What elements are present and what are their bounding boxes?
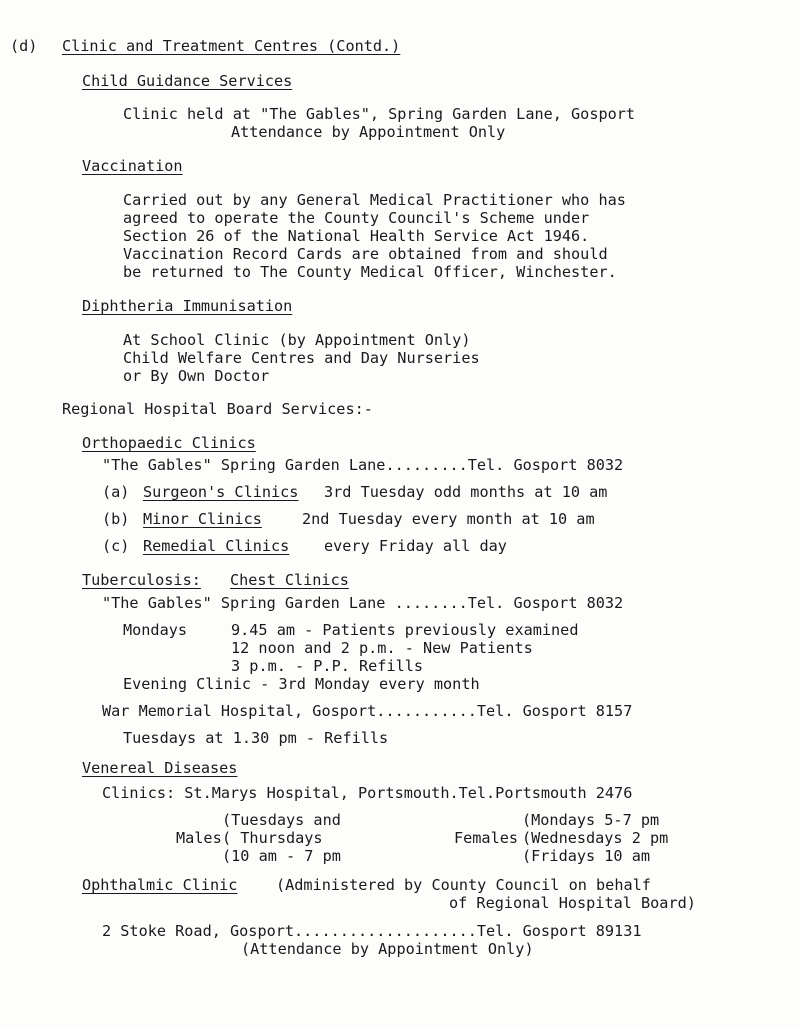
males-schedule-line: (Tuesdays and (222, 811, 341, 829)
orthopaedic-item-schedule: every Friday all day (324, 537, 507, 555)
diphtheria-title: Diphtheria Immunisation (82, 297, 293, 315)
venereal-title: Venereal Diseases (82, 759, 238, 777)
females-schedule-line: (Mondays 5-7 pm (522, 811, 660, 829)
mondays-line: 3 p.m. - P.P. Refills (231, 657, 424, 675)
orthopaedic-item-name: Remedial Clinics (143, 537, 290, 555)
mondays-line: 12 noon and 2 p.m. - New Patients (231, 639, 533, 657)
child-guidance-title: Child Guidance Services (82, 72, 293, 90)
orthopaedic-address: "The Gables" Spring Garden Lane.........Tel. Gosport 8032 (102, 456, 624, 474)
females-schedule-line: (Fridays 10 am (522, 847, 651, 865)
females-label: Females (454, 829, 519, 847)
vaccination-line: agreed to operate the County Council's Scheme under (123, 209, 590, 227)
section-marker: (d) (10, 37, 38, 55)
page-heading: Clinic and Treatment Centres (Contd.) (62, 37, 401, 55)
males-schedule-line: (10 am - 7 pm (222, 847, 341, 865)
orthopaedic-item-schedule: 2nd Tuesday every month at 10 am (302, 510, 595, 528)
vaccination-title: Vaccination (82, 157, 183, 175)
ophthalmic-title: Ophthalmic Clinic (82, 876, 238, 894)
ophthalmic-address: 2 Stoke Road, Gosport....................Tel. Gosport 89131 (102, 922, 642, 940)
child-guidance-line: Attendance by Appointment Only (231, 123, 506, 141)
tuesdays-line: Tuesdays at 1.30 pm - Refills (123, 729, 389, 747)
orthopaedic-item-marker: (c) (102, 537, 130, 555)
ophthalmic-note-line: (Administered by County Council on behalf (276, 876, 651, 894)
vaccination-line: Vaccination Record Cards are obtained from and should (123, 245, 608, 263)
tuberculosis-address: "The Gables" Spring Garden Lane ........Tel. Gosport 8032 (102, 594, 624, 612)
orthopaedic-item-name: Minor Clinics (143, 510, 262, 528)
diphtheria-line: or By Own Doctor (123, 367, 270, 385)
males-label: Males (176, 829, 222, 847)
ophthalmic-note-line: of Regional Hospital Board) (449, 894, 696, 912)
child-guidance-line: Clinic held at "The Gables", Spring Garden Lane, Gosport (123, 105, 636, 123)
tuberculosis-title-suffix: Chest Clinics (230, 571, 349, 589)
diphtheria-line: Child Welfare Centres and Day Nurseries (123, 349, 480, 367)
orthopaedic-item-marker: (b) (102, 510, 130, 528)
war-memorial-line: War Memorial Hospital, Gosport...........Tel. Gosport 8157 (102, 702, 633, 720)
females-schedule-line: (Wednesdays 2 pm (522, 829, 669, 847)
venereal-clinics-line: Clinics: St.Marys Hospital, Portsmouth.Tel.Portsmouth 2476 (102, 784, 633, 802)
regional-services-title: Regional Hospital Board Services:- (62, 400, 373, 418)
mondays-label: Mondays (123, 621, 188, 639)
vaccination-line: Carried out by any General Medical Practitioner who has (123, 191, 626, 209)
orthopaedic-item-name: Surgeon's Clinics (143, 483, 299, 501)
orthopaedic-item-schedule: 3rd Tuesday odd months at 10 am (324, 483, 608, 501)
males-schedule-line: ( Thursdays (222, 829, 323, 847)
mondays-line: 9.45 am - Patients previously examined (231, 621, 579, 639)
vaccination-line: be returned to The County Medical Officer, Winchester. (123, 263, 617, 281)
vaccination-line: Section 26 of the National Health Service Act 1946. (123, 227, 590, 245)
diphtheria-line: At School Clinic (by Appointment Only) (123, 331, 471, 349)
orthopaedic-item-marker: (a) (102, 483, 130, 501)
evening-clinic-line: Evening Clinic - 3rd Monday every month (123, 675, 480, 693)
orthopaedic-title: Orthopaedic Clinics (82, 434, 256, 452)
ophthalmic-attendance: (Attendance by Appointment Only) (241, 940, 534, 958)
tuberculosis-title-prefix: Tuberculosis: (82, 571, 201, 589)
